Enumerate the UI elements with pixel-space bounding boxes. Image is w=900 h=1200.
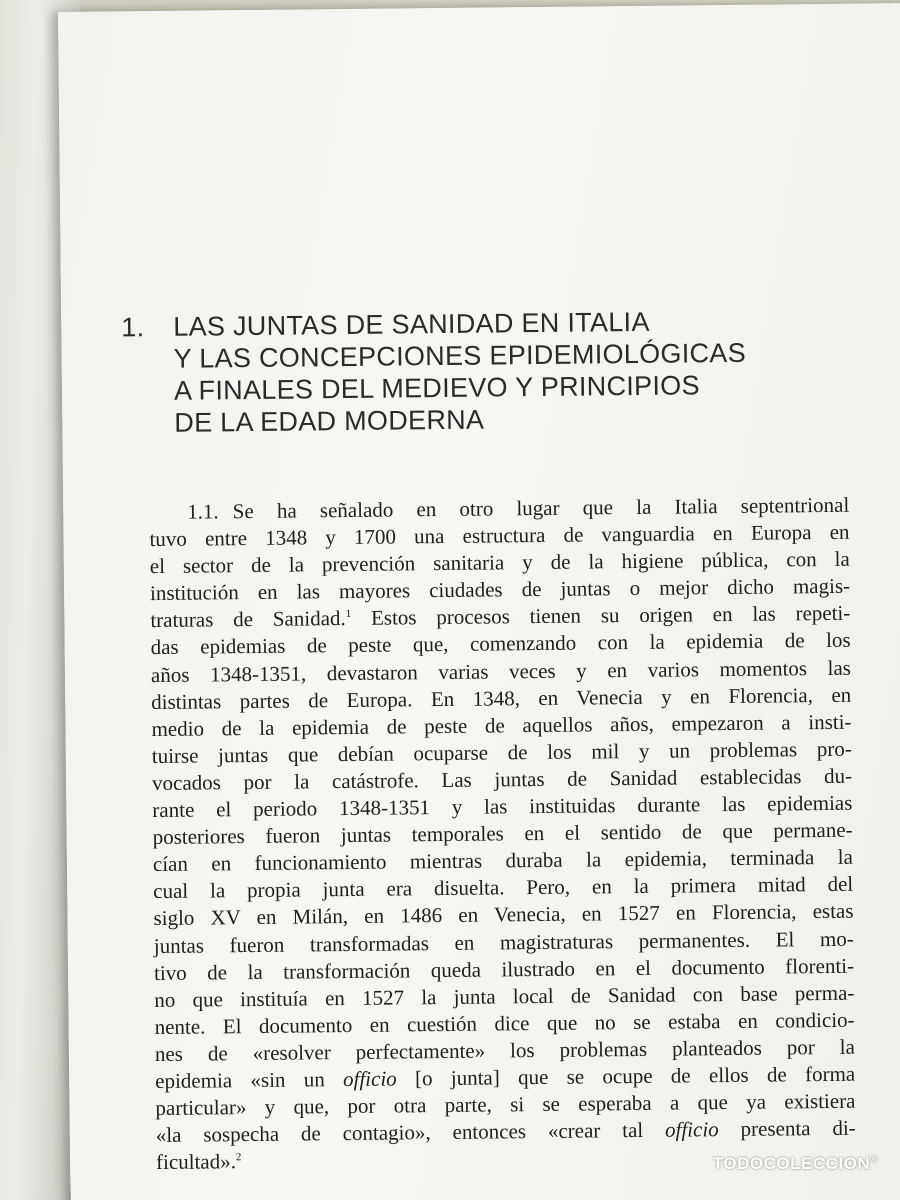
chapter-title-line: Y LAS CONCEPCIONES EPIDEMIOLÓGICAS [173,337,747,374]
text-line: institución en las mayores ciudades de juntas o mejor dicho magis- [149,574,851,606]
text-line: ficultad».$^2$ [155,1149,242,1175]
footnote-ref: 1 [345,608,352,621]
text-line: medio de la epidemia de peste de aquellos años, empezaron a insti- [151,709,852,741]
text-line: el sector de la prevención sanitaria y de la higiene pública, con la [149,546,850,579]
chapter-title-line: LAS JUNTAS DE SANIDAD EN ITALIA [173,306,650,342]
text-line: distintas partes de Europa. En 1348, en Venecia y en Florencia, en [151,682,852,714]
text-line: epidemia «sin un officio [o junta] que se ocupe de ellos de forma [155,1061,856,1094]
chapter-heading [121,305,762,440]
text-line: tivo de la transformación queda ilustrado en el documento florenti- [153,953,855,985]
text-line: vocados por la catástrofe. Las juntas de Sanidad establecidas du- [151,763,853,795]
italic-term: officio [664,1117,719,1142]
chapter-title-line: A FINALES DEL MEDIEVO Y PRINCIPIOS [173,370,700,406]
text-line: posteriores fueron juntas temporales en el sentido de que permane- [152,817,853,850]
text-line: juntas fueron transformadas en magistraturas permanentes. El mo- [153,926,854,958]
footnote-ref: 2 [235,1151,242,1164]
text-line: nes de «resolver perfectamente» los problemas planteados por la [154,1034,856,1066]
text-line: no que instituía en 1527 la junta local de Sanidad con base perma- [154,980,855,1012]
chapter-title-line: DE LA EDAD MODERNA [174,404,485,438]
text-line: tuirse juntas que debían ocuparse de los mil y un problemas pro- [151,736,852,768]
text-line: cual la propia junta era disuelta. Pero, en la primera mitad del [153,872,854,904]
book-page [58,3,900,1200]
section-number: 1.1. [187,499,219,524]
text-line: rante el periodo 1348-1351 y las instituidas durante las epidemias [152,790,853,823]
text-line: particular» y que, por otra parte, si se esperaba a que ya existiera [155,1088,856,1121]
text-line: «la sospecha de contagio», entonces «crear tal officio presenta di- [155,1115,856,1148]
show-through-text [784,98,900,99]
text-line: tuvo entre 1348 y 1700 una estructura de vanguardia en Europa en [149,519,850,552]
text-line: años 1348-1351, devastaron varias veces y en varios momentos las [150,655,852,687]
text-line: siglo XV en Milán, en 1486 en Venecia, en 1527 en Florencia, estas [153,899,854,931]
chapter-title [173,305,762,439]
watermark-logo: TODOCOLECCION® [712,1154,878,1173]
chapter-number: 1. [121,312,145,343]
text-line: traturas de Sanidad.$^1$ Estos procesos tienen su origen en las repeti- [150,601,851,633]
italic-term: officio [342,1066,397,1092]
text-line: cían en funcionamiento mientras duraba la epidemia, terminada la [152,844,854,877]
text-line: 1.1. Se ha señalado en otro lugar que la Italia septentrional [187,492,850,524]
body-paragraph [149,492,856,1177]
text-line: nente. El documento en cuestión dice que no se estaba en condicio- [154,1007,855,1039]
text-line: das epidemias de peste que, comenzando con la epidemia de los [150,628,851,660]
